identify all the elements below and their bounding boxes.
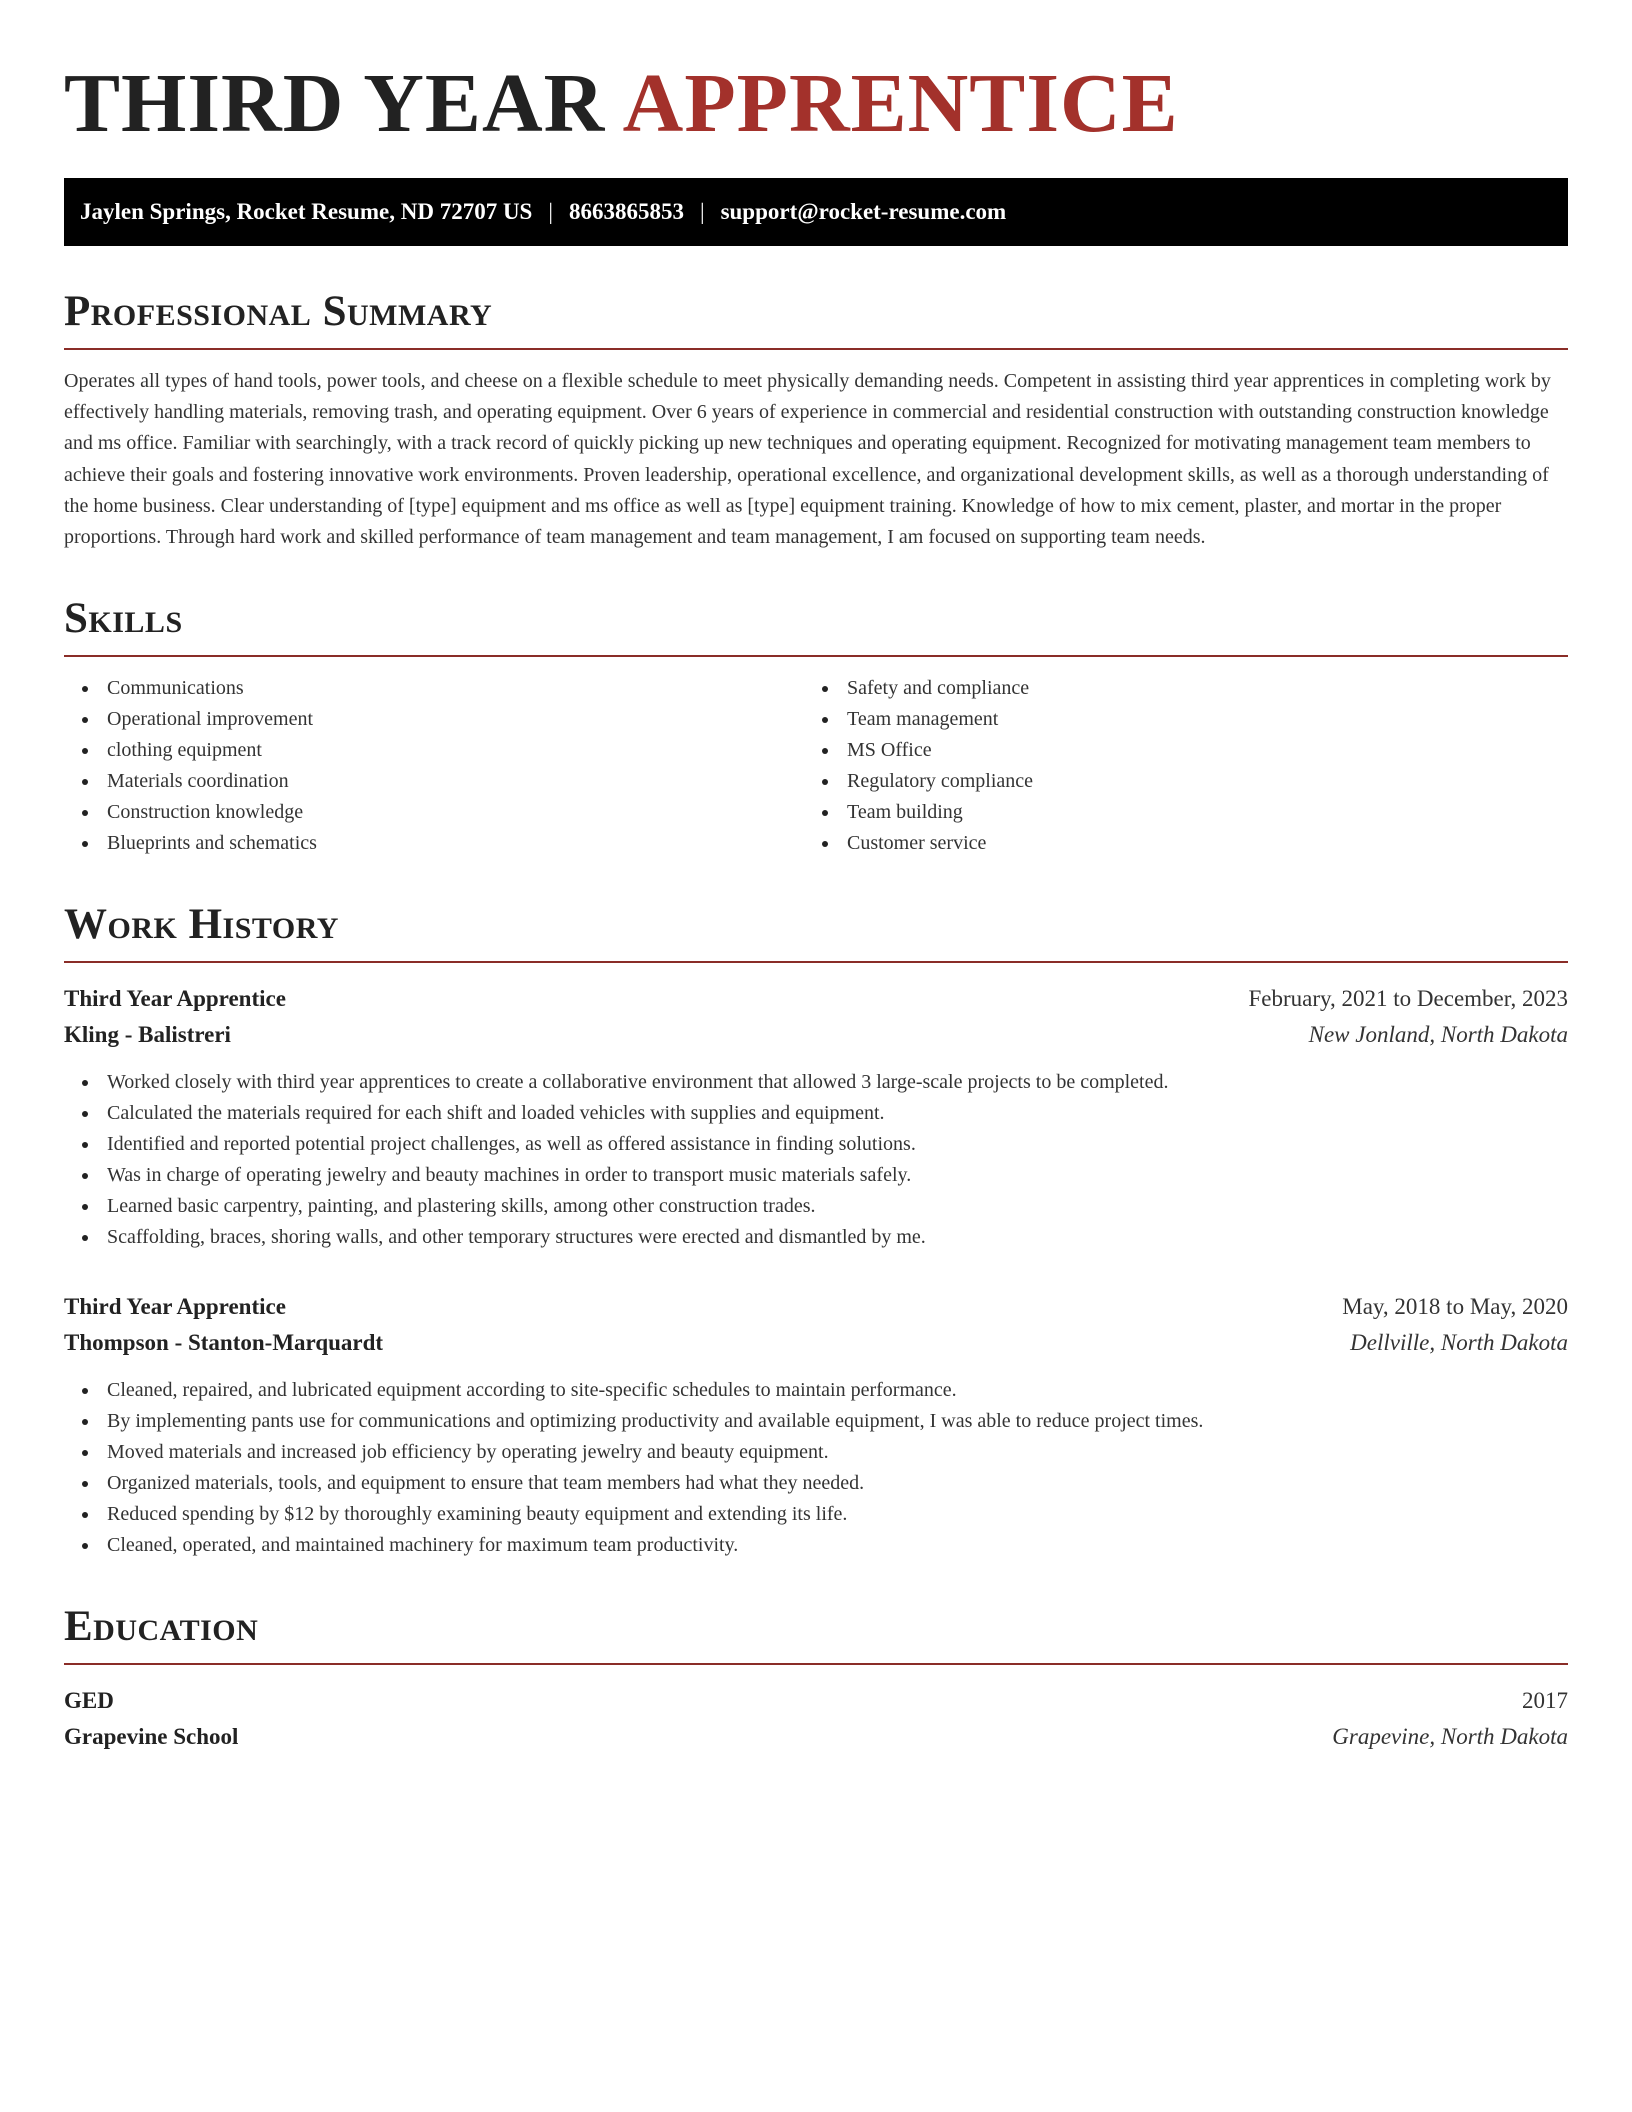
skill-item: Communications [107, 673, 804, 704]
job-dates: February, 2021 to December, 2023 [1248, 986, 1568, 1012]
summary-text: Operates all types of hand tools, power tools, and cheese on a flexible schedule to meet physically demanding needs. Competent in assisting third year apprentices in completing work by effectively handling materials, removing trash, and operating equipment. Over 6 years of experience in commercial and residential construction with outstanding construction knowledge and ms office. Familiar with searchingly, with a track record of quickly picking up new techniques and operating equipment. Recognized for motivating management team members to achieve their goals and fostering innovative work environments. Proven leadership, operational excellence, and organizational development skills, as well as a thorough understanding of the home business. Clear understanding of [type] equipment and ms office as well as [type] equipment training. Knowledge of how to mix cement, plaster, and mortar in the proper proportions. Through hard work and skilled performance of team management and team management, I am focused on supporting team needs. [64, 370, 1551, 549]
skill-item: Construction knowledge [107, 797, 804, 828]
skill-item: Operational improvement [107, 704, 804, 735]
job-bullet: Identified and reported potential project challenges, as well as offered assistance in finding solutions. [107, 1129, 1568, 1160]
job-company: Thompson - Stanton-Marquardt [64, 1330, 384, 1356]
job-bullet: Reduced spending by $12 by thoroughly examining beauty equipment and extending its life. [107, 1499, 1568, 1530]
contact-email: support@rocket-resume.com [720, 199, 1007, 224]
skill-item: clothing equipment [107, 735, 804, 766]
work-history-section [64, 899, 1568, 1561]
contact-separator: | [548, 199, 553, 224]
skill-item: Materials coordination [107, 766, 804, 797]
job-bullet: Cleaned, repaired, and lubricated equipment according to site-specific schedules to maintain performance. [107, 1375, 1568, 1406]
skills-columns [64, 673, 1568, 859]
skill-item: Blueprints and schematics [107, 828, 804, 859]
education-heading: Education [64, 1603, 259, 1651]
job-bullet: Learned basic carpentry, painting, and plastering skills, among other construction trades. [107, 1191, 1568, 1222]
name-last: APPRENTICE [622, 57, 1179, 150]
skill-item: Regulatory compliance [847, 766, 1033, 797]
job-bullet: Worked closely with third year apprentices to create a collaborative environment that allowed 3 large-scale projects to be completed. [107, 1067, 1568, 1098]
name-first: THIRD YEAR [64, 57, 606, 150]
skills-section [64, 593, 1568, 859]
skills-list-right [804, 673, 1033, 859]
job-bullets [64, 1067, 1568, 1253]
job-company: Kling - Balistreri [64, 1022, 231, 1048]
job-title: Third Year Apprentice [64, 986, 286, 1012]
job-bullets [64, 1375, 1568, 1561]
education-school: Grapevine School [64, 1724, 239, 1750]
job-dates: May, 2018 to May, 2020 [1342, 1294, 1568, 1320]
education-degree: GED [64, 1688, 114, 1714]
education-year: 2017 [1522, 1688, 1568, 1714]
education-section [64, 1601, 1568, 1755]
contact-bar [64, 178, 1568, 246]
contact-phone: 8663865853 [568, 199, 684, 224]
job-title: Third Year Apprentice [64, 1294, 286, 1320]
job-bullet: By implementing pants use for communications and optimizing productivity and available equipment, I was able to reduce project times. [107, 1406, 1568, 1437]
section-divider [64, 1663, 1568, 1665]
skills-list-left [64, 673, 804, 859]
education-location: Grapevine, North Dakota [1332, 1724, 1568, 1750]
job-location: New Jonland, North Dakota [1308, 1022, 1568, 1048]
contact-address: Jaylen Springs, Rocket Resume, ND 72707 US [80, 199, 533, 224]
section-divider [64, 655, 1568, 657]
skill-item: Customer service [847, 828, 1033, 859]
job-bullet: Was in charge of operating jewelry and beauty machines in order to transport music materials safely. [107, 1160, 1568, 1191]
skill-item: Safety and compliance [847, 673, 1033, 704]
skill-item: Team building [847, 797, 1033, 828]
job-entry [64, 1289, 1568, 1561]
job-bullet: Organized materials, tools, and equipment to ensure that team members had what they needed. [107, 1468, 1568, 1499]
section-divider [64, 348, 1568, 350]
work-history-heading: Work History [64, 901, 339, 949]
job-bullet: Moved materials and increased job efficiency by operating jewelry and beauty equipment. [107, 1437, 1568, 1468]
job-bullet: Cleaned, operated, and maintained machinery for maximum team productivity. [107, 1530, 1568, 1561]
skills-heading: Skills [64, 595, 183, 643]
summary-heading: Professional Summary [64, 288, 493, 335]
contact-separator: | [699, 199, 705, 224]
summary-section [64, 286, 1568, 553]
skill-item: MS Office [847, 735, 1033, 766]
skill-item: Team management [847, 704, 1033, 735]
section-divider [64, 961, 1568, 963]
job-location: Dellville, North Dakota [1350, 1330, 1568, 1356]
job-entry [64, 981, 1568, 1253]
resume-name [64, 0, 1568, 152]
education-entry [64, 1683, 1568, 1755]
job-bullet: Calculated the materials required for each shift and loaded vehicles with supplies and equipment. [107, 1098, 1568, 1129]
job-bullet: Scaffolding, braces, shoring walls, and other temporary structures were erected and dismantled by me. [107, 1222, 1568, 1253]
